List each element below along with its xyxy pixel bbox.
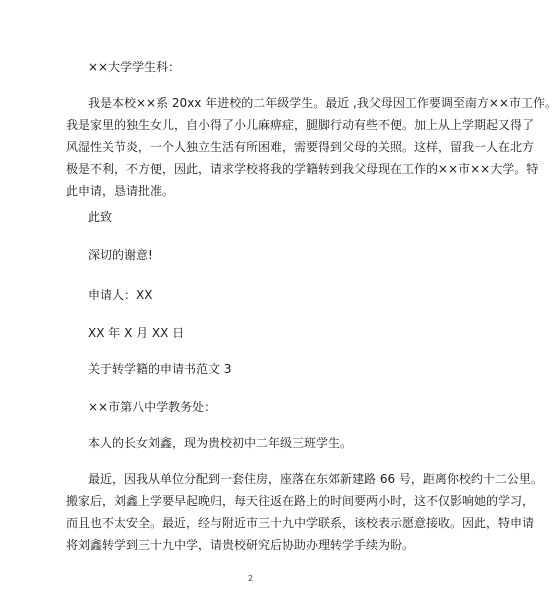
body-line: 我是家里的独生女儿，自小得了小儿麻痹症，腿脚行动有些不便。加上从上学期起又得了 bbox=[66, 118, 535, 132]
applicant-name: 申请人：XX bbox=[88, 288, 153, 302]
body-line: 极是不利，不方便，因此，请求学校将我的学籍转到我父母现在工作的××市××大学。特 bbox=[66, 162, 539, 176]
body-line: 而且也不太安全。最近，经与附近市三十九中学联系，该校表示愿意接收。因此，特申请 bbox=[66, 516, 535, 530]
body-line: 风湿性关节炎，一个人独立生活有所困难，需要得到父母的关照。这样，留我一人在北方 bbox=[66, 140, 535, 154]
application-date: XX 年 X 月 XX 日 bbox=[88, 326, 185, 340]
closing-thanks: 深切的谢意! bbox=[88, 248, 153, 262]
request-body-2: 本人的长女刘鑫，现为贵校初中二年级三班学生。 bbox=[88, 436, 353, 450]
body-line: 搬家后，刘鑫上学要早起晚归，每天往返在路上的时间要两小时，这不仅影响她的学习， bbox=[66, 494, 535, 508]
salutation-university: ××大学学生科： bbox=[88, 60, 181, 74]
page-number: 2 bbox=[248, 574, 254, 583]
closing-greeting: 此致 bbox=[88, 210, 113, 224]
body-line: 此申请，恳请批准。 bbox=[66, 184, 175, 198]
request-body-3 bbox=[66, 468, 543, 556]
salutation-school: ××市第八中学教务处： bbox=[88, 400, 217, 414]
section-title: 关于转学籍的申请书范文 3 bbox=[88, 362, 232, 376]
request-body-1 bbox=[66, 92, 557, 202]
body-line: 我是本校××系 20xx 年进校的二年级学生。最近 ,我父母因工作要调至南方××市工作。 bbox=[88, 96, 557, 110]
body-line: 将刘鑫转学到三十九中学，请贵校研究后协助办理转学手续为盼。 bbox=[66, 538, 415, 552]
body-line: 最近，因我从单位分配到一套住房，座落在东郊新建路 66 号，距离你校约十二公里。 bbox=[88, 472, 543, 486]
